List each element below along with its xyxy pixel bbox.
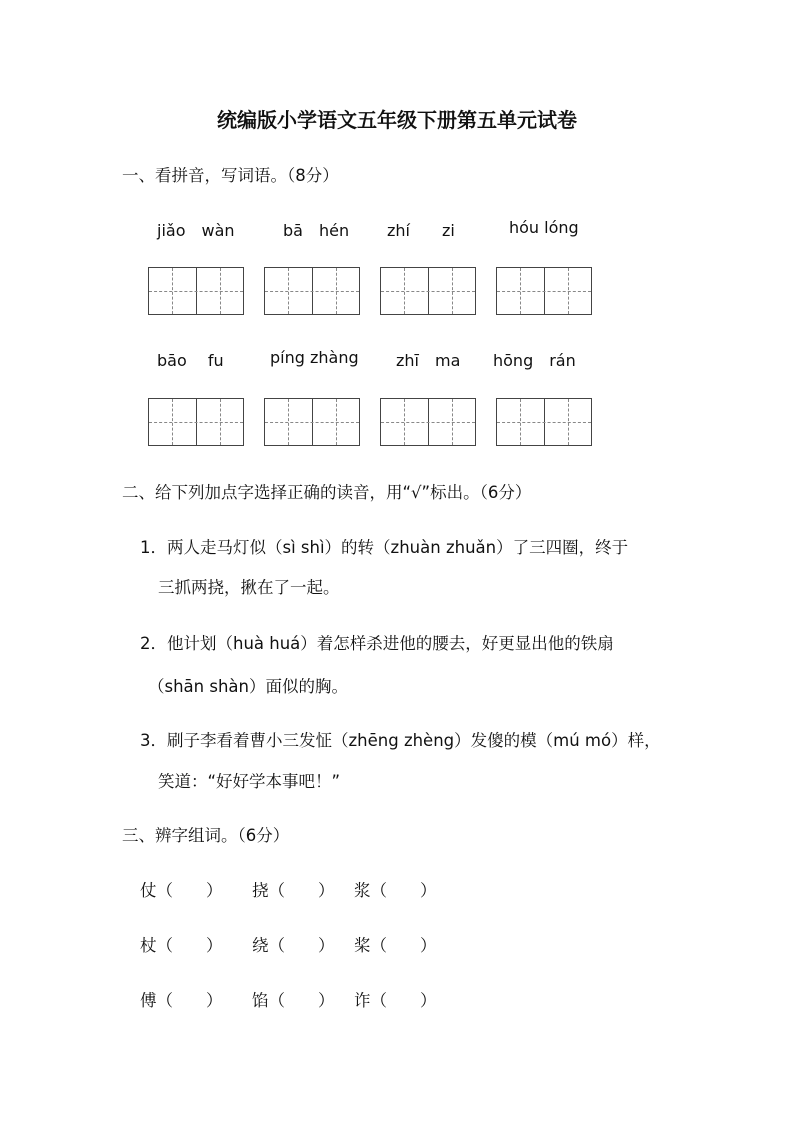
writing-grid[interactable] (380, 398, 476, 446)
pinyin-label: bāo fu (157, 351, 224, 370)
pinyin-label: zhī ma (396, 351, 461, 370)
writing-grid[interactable] (148, 398, 244, 446)
pinyin-label: jiǎo wàn (157, 221, 235, 240)
page-title: 统编版小学语文五年级下册第五单元试卷 (217, 108, 577, 132)
pinyin-label: píng zhàng (270, 348, 359, 367)
question-1-line1: 1．两人走马灯似（sì shì）的转（zhuàn zhuǎn）了三四圈，终于 (140, 538, 629, 557)
word-blank[interactable]: 挠（ ） (252, 881, 335, 900)
word-blank[interactable]: 浆（ ） (354, 881, 437, 900)
writing-grid[interactable] (264, 398, 360, 446)
pinyin-label: hóu lóng (509, 218, 579, 237)
pinyin-label: bā hén (283, 221, 350, 240)
word-blank[interactable]: 仗（ ） (140, 881, 223, 900)
writing-grid[interactable] (148, 267, 244, 315)
writing-grid[interactable] (264, 267, 360, 315)
question-1-line2: 三抓两挠，揪在了一起。 (158, 578, 340, 597)
section3-heading: 三、辨字组词。（6分） (122, 826, 290, 845)
question-3-line2: 笑道：“好好学本事吧！” (158, 772, 341, 791)
word-blank[interactable]: 傅（ ） (140, 991, 223, 1010)
section1-heading: 一、看拼音，写词语。（8分） (122, 166, 339, 185)
word-blank[interactable]: 绕（ ） (252, 936, 335, 955)
word-blank[interactable]: 馅（ ） (252, 991, 335, 1010)
section2-heading: 二、给下列加点字选择正确的读音，用“√”标出。（6分） (122, 483, 532, 502)
question-2-line1: 2．他计划（huà huá）着怎样杀进他的腰去，好更显出他的铁扇 (140, 634, 614, 653)
word-blank[interactable]: 诈（ ） (354, 991, 437, 1010)
writing-grid[interactable] (380, 267, 476, 315)
word-blank[interactable]: 桨（ ） (354, 936, 437, 955)
question-2-line2: （shān shàn）面似的胸。 (148, 677, 348, 696)
writing-grid[interactable] (496, 267, 592, 315)
word-blank[interactable]: 杖（ ） (140, 936, 223, 955)
pinyin-label: zhí zi (387, 221, 455, 240)
pinyin-label: hōng rán (493, 351, 576, 370)
question-3-line1: 3．刷子李看着曹小三发怔（zhēng zhèng）发傻的模（mú mó）样， (140, 731, 661, 750)
writing-grid[interactable] (496, 398, 592, 446)
